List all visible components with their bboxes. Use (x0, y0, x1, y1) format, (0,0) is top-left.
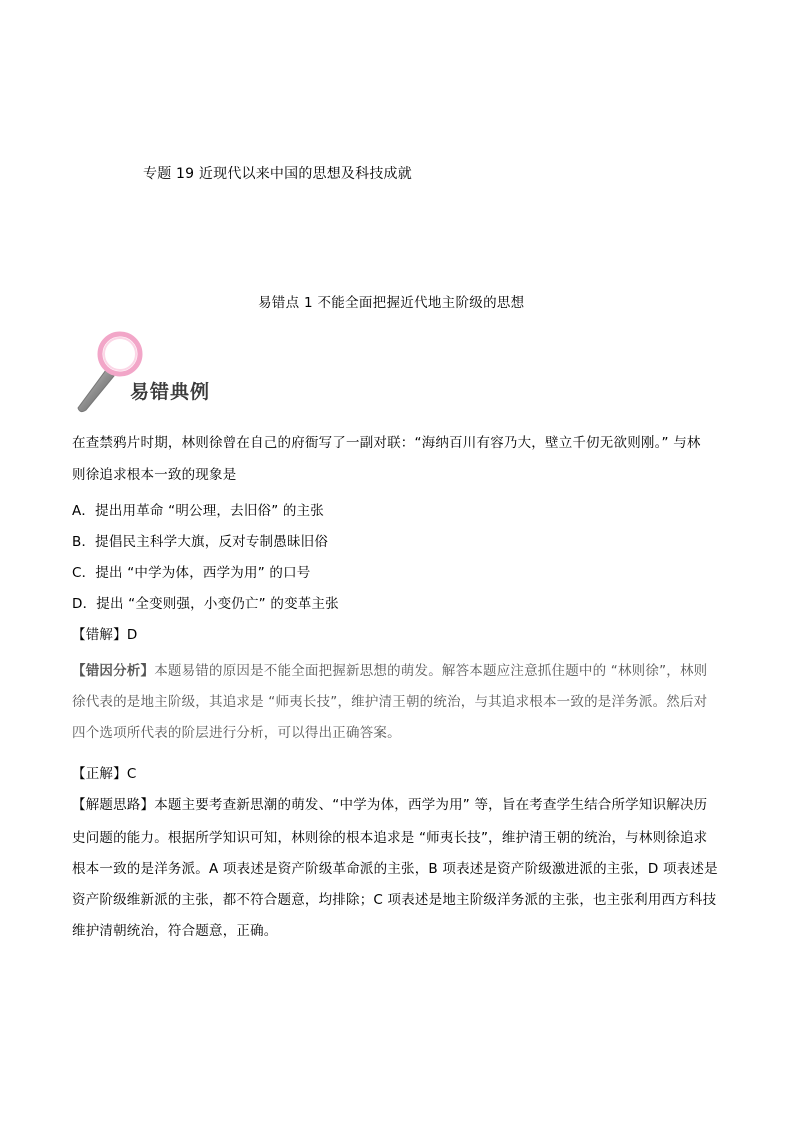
option-c: C．提出 “中学为体，西学为用” 的口号 (72, 565, 311, 581)
option-a: A．提出用革命 “明公理，去旧俗” 的主张 (72, 503, 325, 519)
error-analysis-line-3: 四个选项所代表的阶层进行分析，可以得出正确答案。 (72, 725, 401, 741)
option-b: B．提倡民主科学大旗，反对专制愚昧旧俗 (72, 534, 329, 550)
solution-line-1 (72, 793, 707, 813)
solution-label: 【解题思路】 (72, 797, 155, 813)
error-example-logo (70, 326, 230, 416)
error-analysis-label: 【错因分析】 (72, 663, 155, 679)
solution-text-1: 本题主要考查新思潮的萌发、“中学为体，西学为用” 等，旨在考查学生结合所学知识解决历 (154, 797, 708, 813)
wrong-answer (72, 623, 137, 643)
error-analysis-text-1: 本题易错的原因是不能全面把握新思想的萌发。解答本题应注意抓住题中的 “林则徐”，林则 (154, 663, 708, 679)
solution-line-3: 根本一致的是洋务派。A 项表述是资产阶级革命派的主张，B 项表述是资产阶级激进派的主张，D 项表述是 (72, 861, 718, 877)
document-title: 专题 19 近现代以来中国的思想及科技成就 (143, 166, 412, 182)
question-stem-line-2: 则徐追求根本一致的现象是 (72, 467, 237, 483)
correct-answer-value: C (126, 766, 137, 782)
error-analysis-line-1 (72, 659, 707, 679)
wrong-answer-label: 【错解】 (72, 627, 127, 643)
option-d: D．提出 “全变则强，小变仍亡” 的变革主张 (72, 596, 339, 612)
error-analysis-line-2: 徐代表的是地主阶级，其追求是 “师夷长技”，维护清王朝的统治，与其追求根本一致的是洋务派。然后对 (72, 694, 708, 710)
correct-answer (72, 762, 136, 782)
correct-answer-label: 【正解】 (72, 766, 127, 782)
logo-text: 易错典例 (130, 381, 211, 403)
wrong-answer-value: D (126, 627, 138, 643)
section-subtitle: 易错点 1 不能全面把握近代地主阶级的思想 (258, 295, 525, 311)
solution-line-5: 维护清朝统治，符合题意，正确。 (72, 923, 278, 939)
question-stem-line-1: 在查禁鸦片时期，林则徐曾在自己的府衙写了一副对联：“海纳百川有容乃大，壁立千仞无欲则刚。” 与林 (72, 435, 701, 451)
solution-line-2: 史问题的能力。根据所学知识可知，林则徐的根本追求是 “师夷长技”，维护清王朝的统治，与林则徐追求 (72, 830, 708, 846)
solution-line-4: 资产阶级维新派的主张，都不符合题意，均排除；C 项表述是地主阶级洋务派的主张，也主张利用西方科技 (72, 892, 717, 908)
